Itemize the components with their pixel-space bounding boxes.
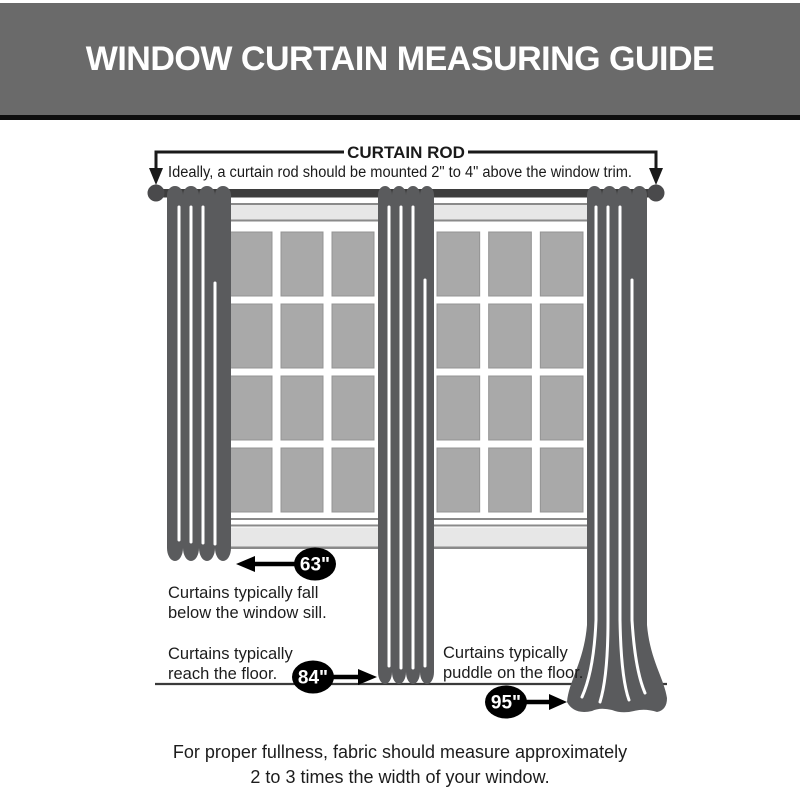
down-arrow-icon (649, 168, 663, 185)
measurement-value: 84" (297, 667, 329, 689)
floor-note-line2: reach the floor. (168, 665, 278, 683)
window-pane (281, 448, 323, 512)
curtain-panel-floor-length (378, 186, 434, 684)
window-pane (332, 376, 374, 440)
sill-note-line1: Curtains typically fall (168, 584, 319, 602)
rod-callout-label: CURTAIN ROD (347, 143, 465, 162)
window-pane (230, 232, 272, 296)
measurement-value: 63" (299, 554, 331, 576)
right-arrow-icon (549, 694, 567, 710)
window-pane (437, 376, 480, 440)
window-pane (437, 304, 480, 368)
measurement-63 (236, 548, 336, 581)
window-pane (540, 232, 583, 296)
curtain-panel-sill-length (167, 186, 231, 561)
window-pane (489, 376, 532, 440)
right-arrow-icon (358, 669, 377, 685)
fullness-note-line2: 2 to 3 times the width of your window. (250, 767, 550, 787)
window-pane (540, 376, 583, 440)
window-pane (332, 304, 374, 368)
window-pane (332, 232, 374, 296)
window-pane (281, 304, 323, 368)
window-pane (332, 448, 374, 512)
measurement-84 (292, 661, 377, 694)
window-pane (437, 448, 480, 512)
measurement-value: 95" (490, 692, 522, 714)
sill-note-line2: below the window sill. (168, 604, 327, 622)
rod-finial-right (648, 185, 665, 202)
window-pane (489, 448, 532, 512)
window-pane (230, 448, 272, 512)
window-pane (489, 232, 532, 296)
measurement-95 (485, 686, 567, 719)
window-pane (489, 304, 532, 368)
window-pane (540, 304, 583, 368)
window-pane (281, 376, 323, 440)
left-arrow-icon (236, 556, 255, 572)
window-pane (230, 304, 272, 368)
window-pane (540, 448, 583, 512)
down-arrow-icon (149, 168, 163, 185)
window-pane (281, 232, 323, 296)
window-pane (230, 376, 272, 440)
page-title: WINDOW CURTAIN MEASURING GUIDE (85, 39, 715, 78)
floor-note-line1: Curtains typically (168, 645, 293, 663)
curtain-fabric (167, 186, 231, 561)
fullness-note-line1: For proper fullness, fabric should measure approximately (172, 742, 628, 762)
puddle-note-line1: Curtains typically (443, 644, 568, 662)
rod-mounting-note: Ideally, a curtain rod should be mounted 2" to 4" above the window trim. (168, 164, 632, 181)
puddle-note-line2: puddle on the floor. (443, 664, 584, 682)
fullness-note (0, 740, 800, 790)
rod-finial-left (148, 185, 165, 202)
window-pane (437, 232, 480, 296)
